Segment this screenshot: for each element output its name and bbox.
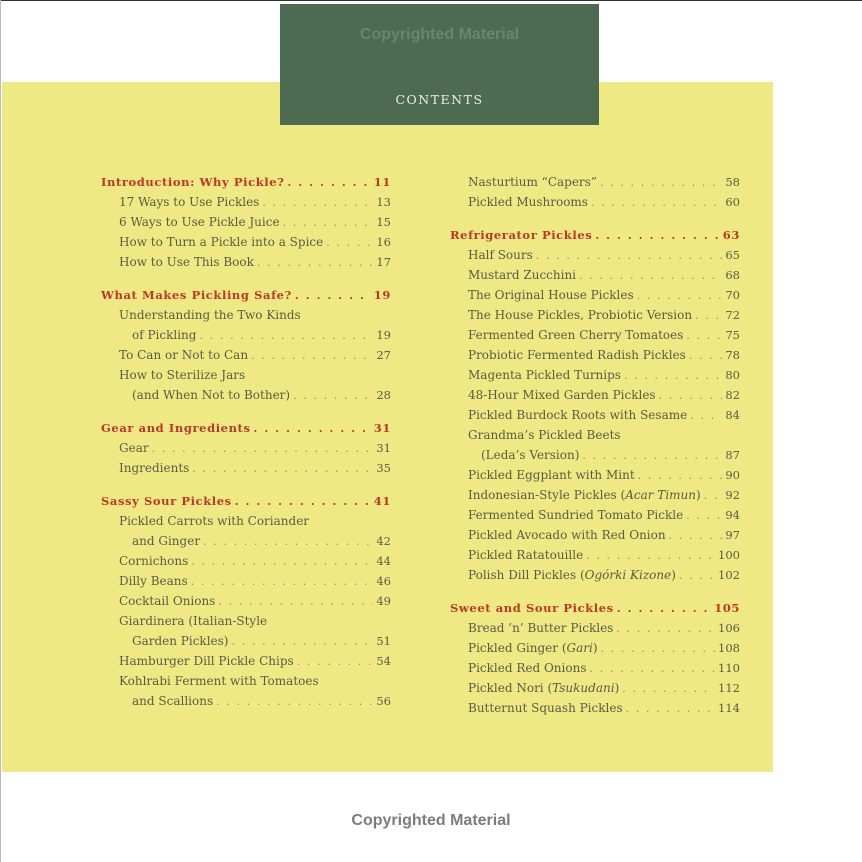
toc-entry-title [468,405,687,425]
toc-entry[interactable] [450,345,740,365]
dot-leader [679,566,715,586]
toc-entry-title [450,598,614,618]
dot-leader [626,699,715,719]
toc-entry[interactable] [101,305,391,325]
toc-entry-text: Fermented Green Cherry Tomatoes [468,328,684,342]
toc-entry-title [132,531,200,551]
toc-section-heading[interactable] [101,491,391,511]
toc-entry-italic-text: Tsukudani [552,681,615,695]
page-number: 58 [725,175,740,189]
page-number: 51 [376,634,391,648]
toc-entry-title [119,611,267,631]
toc-entry-title [119,571,188,591]
toc-entry[interactable] [450,192,740,212]
page-number: 70 [725,288,740,302]
toc-entry-text: Refrigerator Pickles [450,228,593,242]
dot-leader [288,173,371,193]
toc-entry[interactable] [101,192,391,212]
watermark-top: Copyrighted Material [359,26,520,43]
toc-entry-text: Indonesian-Style Pickles ( [468,488,626,502]
dot-leader [669,526,723,546]
toc-section-heading[interactable] [101,285,391,305]
window-left-border [0,0,1,862]
page-number: 105 [714,601,740,615]
toc-entry-title [468,305,692,325]
toc-entry-title [468,678,619,698]
toc-entry-text: Sassy Sour Pickles [101,494,232,508]
toc-entry-text: Understanding the Two Kinds [119,308,301,322]
page-number: 46 [376,574,391,588]
toc-entry-title [119,212,280,232]
toc-entry[interactable] [101,438,391,458]
page-number: 82 [725,388,740,402]
toc-entry-title [481,445,579,465]
page-number: 110 [718,661,740,675]
toc-entry-title [468,505,683,525]
toc-entry[interactable] [450,172,740,192]
toc-section-heading[interactable] [101,172,391,192]
toc-entry-title [468,658,587,678]
toc-entry-text: The Original House Pickles [468,288,634,302]
toc-entry-italic-text: Ogórki Kizone [584,568,672,582]
toc-entry[interactable] [450,365,740,385]
toc-entry[interactable] [101,591,391,611]
contents-title: CONTENTS [395,92,484,107]
section-gap [101,478,391,491]
toc-entry-title [468,565,676,585]
toc-entry-title [119,305,301,325]
toc-entry-text: Fermented Sundried Tomato Pickle [468,508,684,522]
toc-entry-text: (and When Not to Bother) [132,388,291,402]
toc-entry-text-suffix: ) [671,568,676,582]
page-number: 13 [376,195,391,209]
toc-entry-title [119,511,309,531]
toc-entry-title [119,192,259,212]
page-number: 56 [376,694,391,708]
toc-entry[interactable] [101,511,391,531]
toc-entry-title [101,418,251,438]
dot-leader [579,266,722,286]
dot-leader [192,459,373,479]
toc-entry-title [468,545,583,565]
toc-entry[interactable] [101,458,391,478]
page-number: 108 [718,641,740,655]
dot-leader [686,506,722,526]
page-number: 31 [376,441,391,455]
toc-entry-title [119,252,254,272]
toc-entry-text: Bread ’n’ Butter Pickles [468,621,614,635]
toc-entry[interactable] [101,252,391,272]
toc-entry-text: Pickled Carrots with Coriander [119,514,310,528]
toc-entry-text: Polish Dill Pickles ( [468,568,585,582]
toc-entry-text: and Scallions [132,694,214,708]
toc-entry-italic-text: Acar Timun [625,488,696,502]
page-number: 97 [725,528,740,542]
toc-entry-text: To Can or Not to Can [119,348,249,362]
dot-leader [601,639,716,659]
contents-banner [280,4,599,125]
toc-entry-text: (Leda’s Version) [481,448,580,462]
page-number: 102 [718,568,740,582]
toc-entry[interactable] [101,611,391,631]
toc-entry-text: Sweet and Sour Pickles [450,601,614,615]
toc-entry[interactable] [450,565,740,585]
toc-entry-title [450,225,592,245]
dot-leader [582,446,722,466]
section-gap [101,405,391,418]
watermark-bottom: Copyrighted Material [351,812,511,829]
toc-entry-title [468,192,588,212]
page-number: 72 [725,308,740,322]
toc-entry-title [468,265,576,285]
dot-leader [637,286,723,306]
page-number: 80 [725,368,740,382]
toc-entry[interactable] [450,445,740,465]
toc-entry-text-suffix: ) [614,681,620,695]
dot-leader [293,386,373,406]
toc-entry-text: Pickled Mushrooms [468,195,588,209]
toc-entry[interactable] [101,531,391,551]
page-number: 35 [376,461,391,475]
dot-leader [326,233,373,253]
toc-entry-text: Grandma’s Pickled Beets [468,428,621,442]
toc-entry-title [119,458,189,478]
toc-entry-text: Giardinera (Italian-Style [119,614,268,628]
dot-leader [590,659,716,679]
toc-entry-title [132,631,229,651]
dot-leader [638,466,723,486]
dot-leader [199,326,373,346]
toc-entry[interactable] [101,212,391,232]
page-number: 63 [722,228,740,242]
toc-entry-text: Kohlrabi Ferment with Tomatoes [119,674,319,688]
toc-entry-title [101,172,285,192]
toc-entry[interactable] [450,245,740,265]
toc-entry[interactable] [450,405,740,425]
toc-entry-title [468,325,683,345]
dot-leader [686,326,722,346]
page-number: 75 [725,328,740,342]
toc-entry-text: Pickled Avocado with Red Onion [468,528,666,542]
toc-right-column [450,172,740,718]
toc-entry[interactable] [450,485,740,505]
toc-entry-title [468,172,597,192]
dot-leader [616,619,715,639]
dot-leader [203,532,373,552]
toc-entry-text: Magenta Pickled Turnips [468,368,621,382]
dot-leader [297,652,374,672]
dot-leader [695,306,722,326]
toc-entry-text: How to Turn a Pickle into a Spice [119,235,324,249]
toc-entry-text: Gear and Ingredients [101,421,251,435]
page-number: 11 [373,175,391,189]
toc-entry-text: Cornichons [119,554,189,568]
toc-entry[interactable] [101,345,391,365]
page-number: 19 [376,328,391,342]
toc-entry[interactable] [101,691,391,711]
dot-leader [191,572,374,592]
toc-entry[interactable] [450,265,740,285]
section-gap [450,585,740,598]
toc-entry-title [468,638,598,658]
dot-leader [218,592,373,612]
toc-entry-text: Butternut Squash Pickles [468,701,623,715]
dot-leader [295,286,371,306]
toc-entry-title [468,365,621,385]
toc-entry[interactable] [450,465,740,485]
toc-entry-title [119,591,215,611]
page-number: 100 [718,548,740,562]
dot-leader [624,366,722,386]
toc-entry[interactable] [101,651,391,671]
toc-entry-title [468,385,656,405]
toc-entry-text: Mustard Zucchini [468,268,577,282]
dot-leader [536,246,723,266]
page-number: 17 [376,255,391,269]
toc-entry-text-suffix: ) [592,641,598,655]
dot-leader [586,546,715,566]
toc-entry[interactable] [450,325,740,345]
toc-entry-title [468,698,623,718]
toc-entry[interactable] [450,285,740,305]
toc-entry[interactable] [450,638,740,658]
window-top-border [0,0,862,1]
toc-entry[interactable] [450,505,740,525]
toc-entry-title [468,345,686,365]
toc-entry-title [119,345,248,365]
toc-entry-title [101,491,232,511]
toc-entry-title [132,385,290,405]
toc-entry-title [468,465,635,485]
toc-section-heading[interactable] [450,225,740,245]
dot-leader [622,679,715,699]
page-number: 90 [725,468,740,482]
page-number: 42 [376,534,391,548]
toc-entry-title [119,365,245,385]
toc-entry-text: Half Sours [468,248,533,262]
toc-entry-text: How to Sterilize Jars [119,368,246,382]
toc-entry[interactable] [450,658,740,678]
toc-entry-text: How to Use This Book [119,255,254,269]
toc-entry-title [119,551,188,571]
toc-entry[interactable] [101,385,391,405]
toc-entry-title [468,485,701,505]
toc-entry-title [468,425,621,445]
dot-leader [600,173,722,193]
toc-entry-text: of Pickling [132,328,197,342]
section-gap [101,272,391,285]
page-number: 54 [376,654,391,668]
page-number: 68 [725,268,740,282]
page-number: 49 [376,594,391,608]
toc-entry-title [468,245,533,265]
dot-leader [235,492,371,512]
dot-leader [704,486,723,506]
toc-entry-text: Introduction: Why Pickle? [101,175,285,189]
toc-entry-title [119,671,319,691]
toc-entry-title [468,525,666,545]
dot-leader [257,253,373,273]
page-number: 31 [373,421,391,435]
toc-entry[interactable] [450,678,740,698]
toc-entry[interactable] [101,631,391,651]
dot-leader [232,632,374,652]
dot-leader [262,193,373,213]
toc-entry-text: Pickled Ratatouille [468,548,584,562]
dot-leader [617,599,711,619]
page-number: 60 [725,195,740,209]
toc-entry-text: 48-Hour Mixed Garden Pickles [468,388,656,402]
toc-entry-text: Ingredients [119,461,190,475]
toc-entry-text: What Makes Pickling Safe? [101,288,292,302]
toc-entry[interactable] [101,365,391,385]
toc-entry-text-suffix: ) [696,488,701,502]
toc-entry[interactable] [450,385,740,405]
page-number: 19 [373,288,391,302]
toc-entry[interactable] [101,571,391,591]
page-number: 65 [725,248,740,262]
page-number: 106 [718,621,740,635]
toc-entry-text: Gear [119,441,149,455]
page-number: 27 [376,348,391,362]
toc-entry-title [132,691,213,711]
toc-entry-text: Pickled Nori ( [468,681,553,695]
toc-entry[interactable] [450,618,740,638]
toc-entry[interactable] [101,325,391,345]
toc-entry-title [132,325,196,345]
dot-leader [689,346,723,366]
toc-entry[interactable] [450,425,740,445]
toc-section-heading[interactable] [101,418,391,438]
page-number: 114 [718,701,740,715]
toc-entry-text: and Ginger [132,534,201,548]
page-number: 15 [376,215,391,229]
toc-entry-text: Garden Pickles) [132,634,229,648]
toc-entry-text: Nasturtium “Capers” [468,175,597,189]
toc-entry-title [119,232,323,252]
dot-leader [191,552,373,572]
dot-leader [595,226,719,246]
toc-entry[interactable] [101,671,391,691]
toc-entry-title [119,651,294,671]
dot-leader [659,386,723,406]
dot-leader [591,193,722,213]
page-number: 16 [376,235,391,249]
toc-entry[interactable] [450,525,740,545]
toc-entry-text: The House Pickles, Probiotic Version [468,308,693,322]
toc-left-column [101,172,391,711]
toc-entry-text: Pickled Burdock Roots with Sesame [468,408,688,422]
page-number: 78 [725,348,740,362]
toc-entry-text: Pickled Red Onions [468,661,587,675]
toc-entry-text: Dilly Beans [119,574,188,588]
toc-entry-text: 6 Ways to Use Pickle Juice [119,215,280,229]
page-number: 84 [725,408,740,422]
toc-entry-text: Cocktail Onions [119,594,216,608]
page-number: 44 [376,554,391,568]
toc-entry-text: Pickled Ginger ( [468,641,567,655]
page-number: 28 [376,388,391,402]
dot-leader [251,346,373,366]
toc-entry-title [468,285,634,305]
page-number: 94 [725,508,740,522]
page-number: 87 [725,448,740,462]
page-number: 92 [725,488,740,502]
toc-entry[interactable] [450,305,740,325]
toc-entry-italic-text: Gari [566,641,593,655]
dot-leader [254,419,371,439]
page-number: 41 [373,494,391,508]
toc-entry-text: Hamburger Dill Pickle Chips [119,654,294,668]
toc-entry-text: Probiotic Fermented Radish Pickles [468,348,686,362]
dot-leader [216,692,373,712]
toc-section-heading[interactable] [450,598,740,618]
toc-entry-title [101,285,292,305]
toc-entry[interactable] [450,545,740,565]
section-gap [450,212,740,225]
toc-entry[interactable] [450,698,740,718]
dot-leader [152,439,374,459]
toc-entry-text: 17 Ways to Use Pickles [119,195,260,209]
toc-entry[interactable] [101,551,391,571]
toc-entry-title [119,438,149,458]
toc-entry-title [468,618,613,638]
dot-leader [283,213,374,233]
toc-entry-text: Pickled Eggplant with Mint [468,468,635,482]
page-number: 112 [718,681,740,695]
dot-leader [690,406,722,426]
toc-entry[interactable] [101,232,391,252]
